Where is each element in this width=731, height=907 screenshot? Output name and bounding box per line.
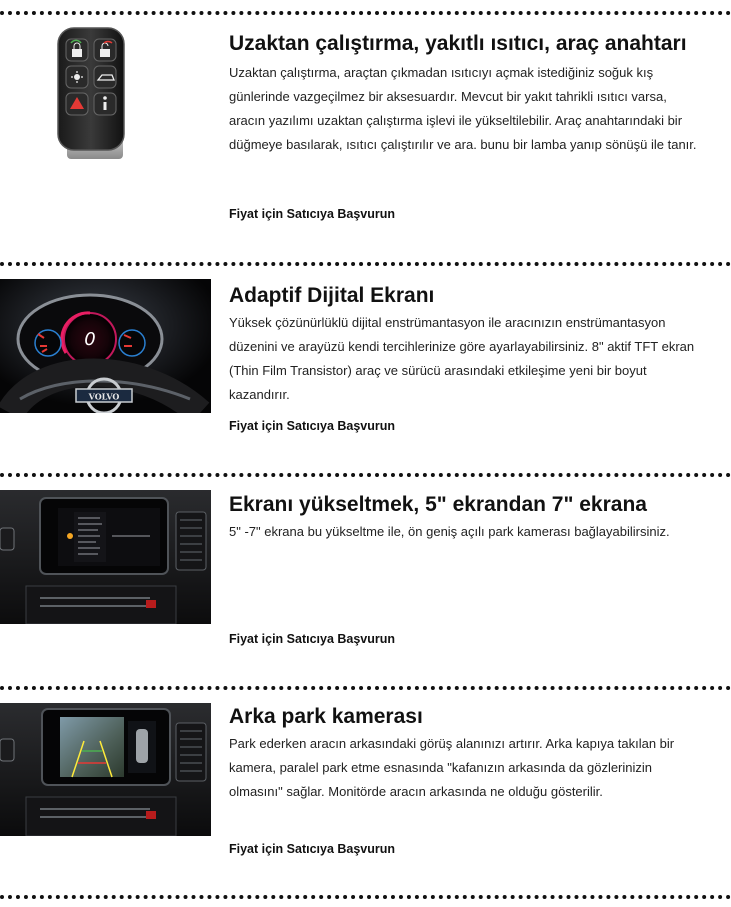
- dotted-divider: [0, 686, 731, 690]
- item-title: Arka park kamerası: [229, 705, 423, 728]
- dotted-divider: [0, 473, 731, 477]
- digital-cluster-image: [0, 279, 211, 413]
- item-description: Park ederken aracın arkasındaki görüş alanınızı artırır. Arka kapıya takılan bir kamera, paralel park etme esnasında "kafanızın arkasında da gözlerinizin olmasını" sağlar. Monitörde aracın arkasında ne olduğu gösterilir.: [229, 736, 675, 799]
- price-link[interactable]: Fiyat için Satıcıya Başvurun: [229, 419, 396, 433]
- price-link[interactable]: Fiyat için Satıcıya Başvurun: [229, 842, 396, 856]
- item-text: [229, 285, 699, 407]
- item-description: Uzaktan çalıştırma, araçtan çıkmadan ısıtıcıyı açmak istediğiniz soğuk kış günlerinde vazgeçilmez bir aksesuardır. Mevcut bir yakıt tahrikli ısıtıcı varsa, aracın yazılımı uzaktan çalıştırma işlevi ile yükseltilebilir. Araç anahtarındaki bir düğmeye basılarak, ısıtıcı çalıştırılır ve ara. bunu bir lamba yanıp sönüşü ile tanır.: [229, 65, 697, 152]
- key-fob-image: [40, 25, 140, 165]
- item-text: [229, 706, 699, 804]
- rear-camera-image: [0, 703, 211, 836]
- item-title: Adaptif Dijital Ekranı: [229, 284, 435, 307]
- volvo-logo: VOLVO: [88, 391, 120, 402]
- gauge-value: 0: [84, 329, 96, 350]
- price-link[interactable]: Fiyat için Satıcıya Başvurun: [229, 207, 396, 221]
- item-text: [229, 33, 699, 157]
- price-link[interactable]: Fiyat için Satıcıya Başvurun: [229, 632, 396, 646]
- item-description: 5" -7" ekrana bu yükseltme ile, ön geniş açılı park kamerası bağlayabilirsiniz.: [229, 524, 670, 539]
- item-title: Ekranı yükseltmek, 5" ekrandan 7" ekrana: [229, 493, 647, 516]
- dotted-divider: [0, 262, 731, 266]
- center-screen-image: [0, 490, 211, 624]
- dotted-divider: [0, 895, 731, 899]
- item-text: [229, 494, 699, 544]
- item-title: Uzaktan çalıştırma, yakıtlı ısıtıcı, araç anahtarı: [229, 32, 687, 55]
- dotted-divider: [0, 11, 731, 15]
- item-description: Yüksek çözünürlüklü dijital enstrümantasyon ile aracınızın enstrümantasyon düzenini ve arayüzü kendi tercihlerinize göre ayarlayabilirsiniz. 8" aktif TFT ekran (Thin Film Transistor) araç ve sürücü arasındaki etkileşime yeni bir boyut kazandırır.: [229, 315, 695, 402]
